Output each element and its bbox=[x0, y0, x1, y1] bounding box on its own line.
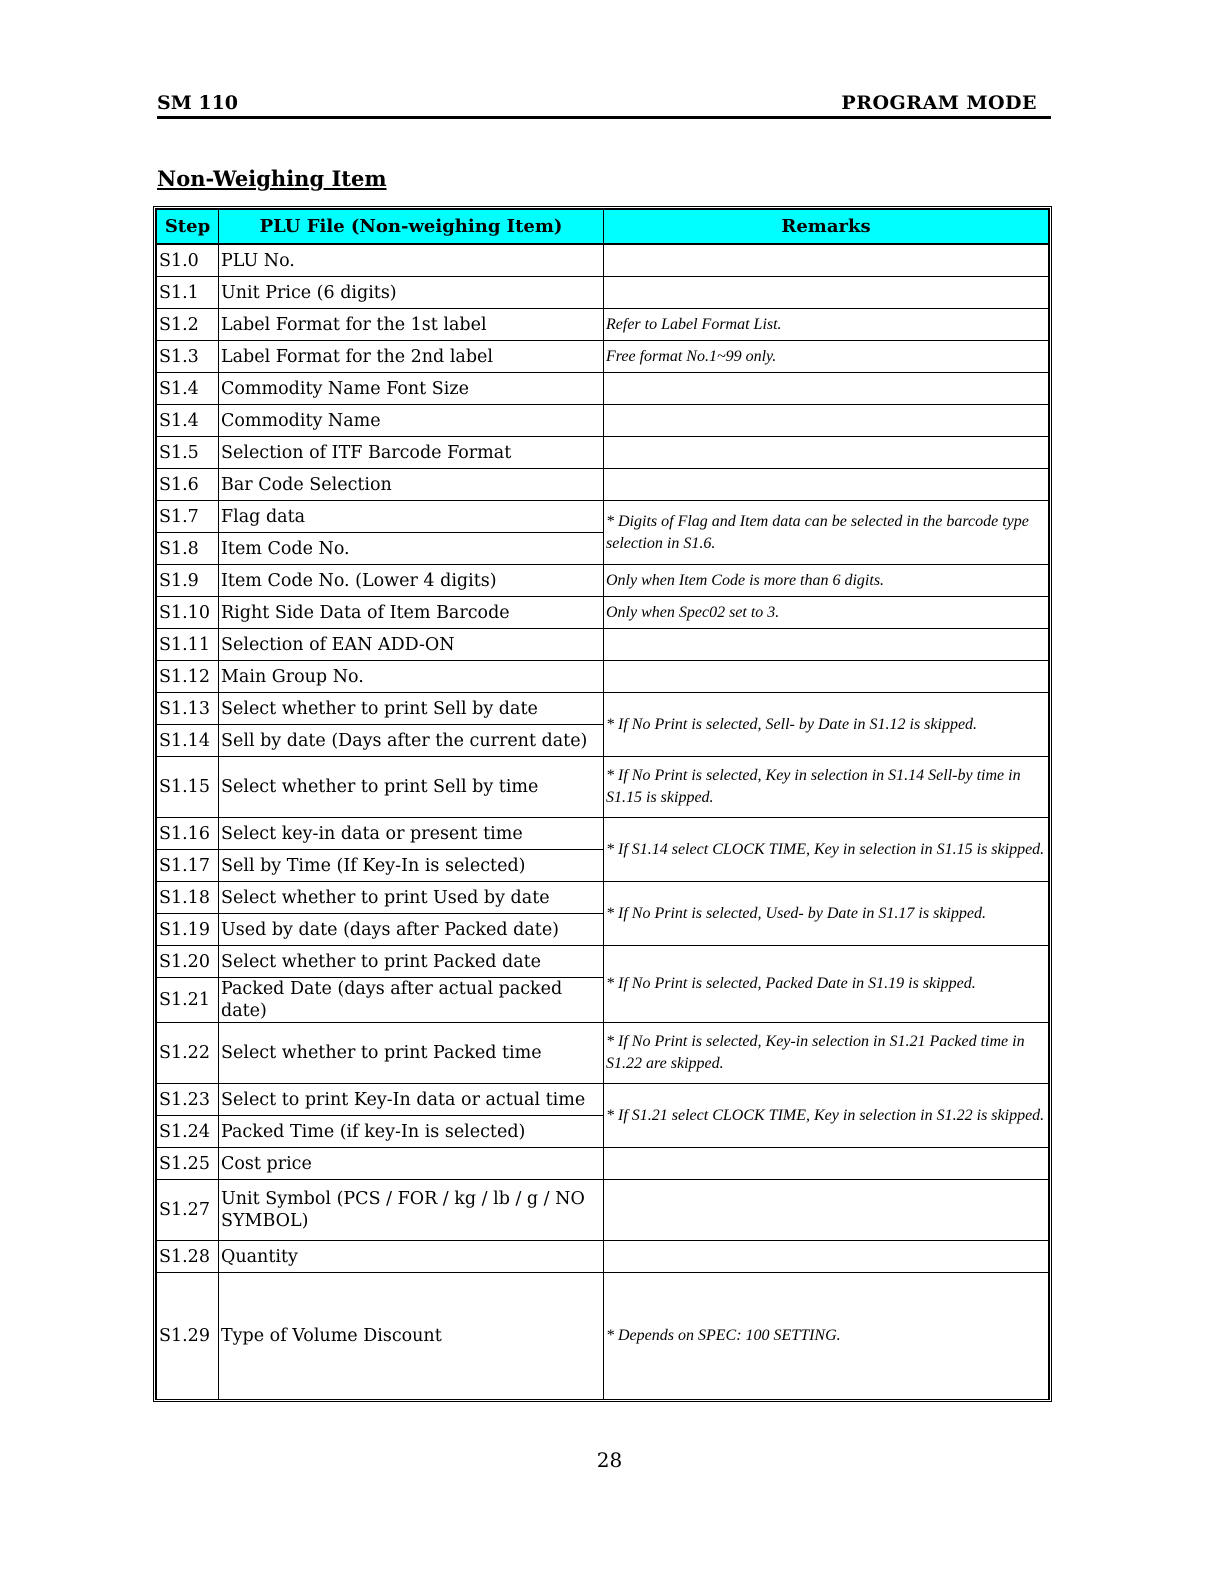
description-cell: Main Group No. bbox=[219, 661, 604, 693]
table-row bbox=[157, 946, 1049, 978]
table-row bbox=[157, 309, 1049, 341]
description-cell: Quantity bbox=[219, 1241, 604, 1273]
description-cell: Selection of EAN ADD-ON bbox=[219, 629, 604, 661]
remarks-cell: Only when Spec02 set to 3. bbox=[604, 597, 1049, 629]
step-cell: S1.1 bbox=[157, 277, 219, 309]
table-row bbox=[157, 1148, 1049, 1180]
step-cell: S1.2 bbox=[157, 309, 219, 341]
remarks-cell: * If S1.14 select CLOCK TIME, Key in selection in S1.15 is skipped. bbox=[604, 818, 1049, 882]
step-cell: S1.28 bbox=[157, 1241, 219, 1273]
step-cell: S1.3 bbox=[157, 341, 219, 373]
step-cell: S1.22 bbox=[157, 1023, 219, 1084]
table-row bbox=[157, 437, 1049, 469]
remarks-cell bbox=[604, 469, 1049, 501]
description-cell: Label Format for the 1st label bbox=[219, 309, 604, 341]
description-cell: Select whether to print Packed date bbox=[219, 946, 604, 978]
step-cell: S1.5 bbox=[157, 437, 219, 469]
description-cell: Select whether to print Sell by time bbox=[219, 757, 604, 818]
remarks-cell bbox=[604, 661, 1049, 693]
step-cell: S1.4 bbox=[157, 373, 219, 405]
remarks-cell bbox=[604, 373, 1049, 405]
table-row bbox=[157, 1273, 1049, 1400]
description-cell: Sell by Time (If Key-In is selected) bbox=[219, 850, 604, 882]
description-cell: Flag data bbox=[219, 501, 604, 533]
remarks-cell: Only when Item Code is more than 6 digits. bbox=[604, 565, 1049, 597]
column-header-plu-file: PLU File (Non-weighing Item) bbox=[219, 210, 604, 245]
step-cell: S1.8 bbox=[157, 533, 219, 565]
description-cell: Packed Time (if key-In is selected) bbox=[219, 1116, 604, 1148]
description-cell: Cost price bbox=[219, 1148, 604, 1180]
step-cell: S1.9 bbox=[157, 565, 219, 597]
description-cell: Type of Volume Discount bbox=[219, 1273, 604, 1400]
description-cell: Commodity Name bbox=[219, 405, 604, 437]
column-header-remarks: Remarks bbox=[604, 210, 1049, 245]
remarks-cell bbox=[604, 244, 1049, 277]
description-cell: Item Code No. (Lower 4 digits) bbox=[219, 565, 604, 597]
section-title: Non-Weighing Item bbox=[157, 166, 387, 191]
step-cell: S1.10 bbox=[157, 597, 219, 629]
step-cell: S1.27 bbox=[157, 1180, 219, 1241]
table-row bbox=[157, 597, 1049, 629]
description-cell: Select whether to print Sell by date bbox=[219, 693, 604, 725]
page-number: 28 bbox=[596, 1448, 623, 1472]
table-row bbox=[157, 757, 1049, 818]
description-cell: Unit Price (6 digits) bbox=[219, 277, 604, 309]
description-cell: Select whether to print Packed time bbox=[219, 1023, 604, 1084]
page-header bbox=[157, 92, 1051, 119]
description-cell: Select whether to print Used by date bbox=[219, 882, 604, 914]
description-cell: Bar Code Selection bbox=[219, 469, 604, 501]
table-row bbox=[157, 469, 1049, 501]
table-row bbox=[157, 818, 1049, 850]
remarks-cell: * If No Print is selected, Key-in selection in S1.21 Packed time in S1.22 are skipped. bbox=[604, 1023, 1049, 1084]
step-cell: S1.19 bbox=[157, 914, 219, 946]
description-cell: Selection of ITF Barcode Format bbox=[219, 437, 604, 469]
remarks-cell bbox=[604, 405, 1049, 437]
step-cell: S1.4 bbox=[157, 405, 219, 437]
table-row bbox=[157, 341, 1049, 373]
plu-table-frame bbox=[153, 206, 1052, 1402]
step-cell: S1.0 bbox=[157, 244, 219, 277]
description-cell: Commodity Name Font Size bbox=[219, 373, 604, 405]
description-cell: Select to print Key-In data or actual time bbox=[219, 1084, 604, 1116]
description-cell: Unit Symbol (PCS / FOR / kg / lb / g / NO SYMBOL) bbox=[219, 1180, 604, 1241]
step-cell: S1.29 bbox=[157, 1273, 219, 1400]
table-row bbox=[157, 373, 1049, 405]
remarks-cell: * If No Print is selected, Key in selection in S1.14 Sell-by time in S1.15 is skipped. bbox=[604, 757, 1049, 818]
remarks-cell: Free format No.1~99 only. bbox=[604, 341, 1049, 373]
table-row bbox=[157, 501, 1049, 533]
remarks-cell: * Digits of Flag and Item data can be selected in the barcode type selection in S1.6. bbox=[604, 501, 1049, 565]
table-row bbox=[157, 405, 1049, 437]
table-row bbox=[157, 1180, 1049, 1241]
step-cell: S1.7 bbox=[157, 501, 219, 533]
table-row bbox=[157, 565, 1049, 597]
step-cell: S1.6 bbox=[157, 469, 219, 501]
table-row bbox=[157, 1084, 1049, 1116]
document-model: SM 110 bbox=[157, 92, 239, 114]
step-cell: S1.20 bbox=[157, 946, 219, 978]
description-cell: Item Code No. bbox=[219, 533, 604, 565]
table-row bbox=[157, 693, 1049, 725]
remarks-cell bbox=[604, 1148, 1049, 1180]
remarks-cell: * If No Print is selected, Used- by Date in S1.17 is skipped. bbox=[604, 882, 1049, 946]
table-row bbox=[157, 244, 1049, 277]
description-cell: PLU No. bbox=[219, 244, 604, 277]
step-cell: S1.15 bbox=[157, 757, 219, 818]
step-cell: S1.11 bbox=[157, 629, 219, 661]
step-cell: S1.17 bbox=[157, 850, 219, 882]
description-cell: Packed Date (days after actual packed date) bbox=[219, 978, 604, 1023]
remarks-cell: * If No Print is selected, Packed Date in S1.19 is skipped. bbox=[604, 946, 1049, 1023]
description-cell: Label Format for the 2nd label bbox=[219, 341, 604, 373]
remarks-cell: * If No Print is selected, Sell- by Date in S1.12 is skipped. bbox=[604, 693, 1049, 757]
step-cell: S1.23 bbox=[157, 1084, 219, 1116]
plu-file-table bbox=[156, 209, 1049, 1400]
column-header-step: Step bbox=[157, 210, 219, 245]
step-cell: S1.24 bbox=[157, 1116, 219, 1148]
table-header-row bbox=[157, 210, 1049, 245]
step-cell: S1.25 bbox=[157, 1148, 219, 1180]
description-cell: Sell by date (Days after the current date) bbox=[219, 725, 604, 757]
table-row bbox=[157, 661, 1049, 693]
step-cell: S1.18 bbox=[157, 882, 219, 914]
remarks-cell bbox=[604, 629, 1049, 661]
step-cell: S1.13 bbox=[157, 693, 219, 725]
table-row bbox=[157, 277, 1049, 309]
step-cell: S1.12 bbox=[157, 661, 219, 693]
description-cell: Select key-in data or present time bbox=[219, 818, 604, 850]
description-cell: Used by date (days after Packed date) bbox=[219, 914, 604, 946]
remarks-cell: * If S1.21 select CLOCK TIME, Key in selection in S1.22 is skipped. bbox=[604, 1084, 1049, 1148]
step-cell: S1.16 bbox=[157, 818, 219, 850]
table-row bbox=[157, 882, 1049, 914]
remarks-cell: Refer to Label Format List. bbox=[604, 309, 1049, 341]
remarks-cell bbox=[604, 277, 1049, 309]
section-mode: PROGRAM MODE bbox=[841, 92, 1037, 114]
table-row bbox=[157, 629, 1049, 661]
remarks-cell: * Depends on SPEC: 100 SETTING. bbox=[604, 1273, 1049, 1400]
table-row bbox=[157, 1241, 1049, 1273]
step-cell: S1.21 bbox=[157, 978, 219, 1023]
remarks-cell bbox=[604, 1180, 1049, 1241]
remarks-cell bbox=[604, 1241, 1049, 1273]
table-row bbox=[157, 1023, 1049, 1084]
remarks-cell bbox=[604, 437, 1049, 469]
step-cell: S1.14 bbox=[157, 725, 219, 757]
description-cell: Right Side Data of Item Barcode bbox=[219, 597, 604, 629]
